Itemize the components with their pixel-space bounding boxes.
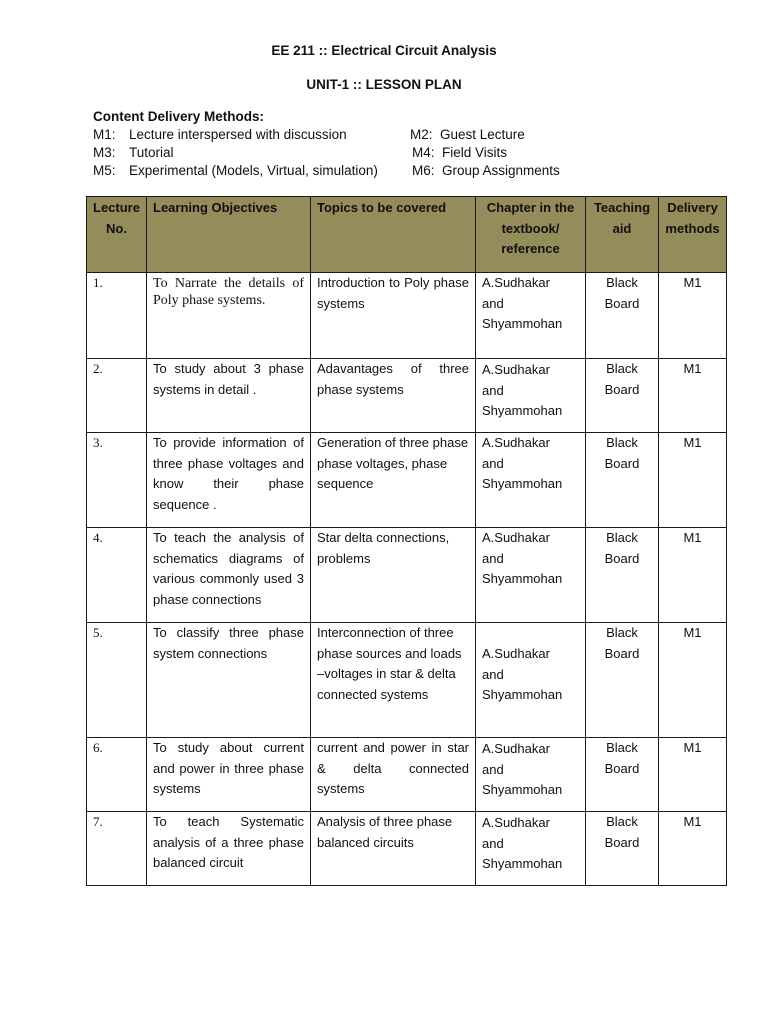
chapter-author: Shyammohan (482, 687, 563, 702)
lecture-number: 3. (87, 433, 147, 528)
chapter-reference (476, 738, 586, 812)
chapter-reference (476, 273, 586, 359)
method-label: Tutorial (129, 145, 174, 160)
delivery-method: M1 (659, 359, 727, 433)
method-code: M5: (93, 163, 116, 178)
method-label: Lecture interspersed with discussion (129, 127, 347, 142)
method-code: M2: (410, 127, 433, 142)
chapter-author: A.Sudhakar (482, 275, 550, 290)
chapter-author: Shyammohan (482, 403, 563, 418)
lecture-number: 7. (87, 812, 147, 886)
chapter-reference (476, 433, 586, 528)
delivery-method: M1 (659, 623, 727, 738)
lecture-number: 6. (87, 738, 147, 812)
chapter-reference (476, 623, 586, 738)
chapter-author: A.Sudhakar (482, 741, 550, 756)
header-teaching-aid: Teaching aid (586, 197, 659, 273)
chapter-conjunction: and (482, 550, 504, 566)
chapter-author: Shyammohan (482, 782, 563, 797)
lecture-number: 4. (87, 528, 147, 623)
table-row (87, 433, 727, 528)
method-code: M3: (93, 145, 116, 160)
lesson-plan-table (86, 196, 727, 886)
chapter-author: Shyammohan (482, 571, 563, 586)
lecture-number: 5. (87, 623, 147, 738)
learning-objective: To study about 3 phase systems in detail . (147, 359, 311, 433)
table-header-row (87, 197, 727, 273)
chapter-reference (476, 812, 586, 886)
method-label: Experimental (Models, Virtual, simulation) (129, 163, 378, 178)
method-m3 (93, 145, 174, 160)
table-row (87, 528, 727, 623)
method-m2 (410, 127, 525, 142)
delivery-method: M1 (659, 738, 727, 812)
topic: current and power in star & delta connected systems (311, 738, 476, 812)
table-row (87, 623, 727, 738)
method-code: M1: (93, 127, 116, 142)
teaching-aid: Black Board (586, 273, 659, 359)
topic: Introduction to Poly phase systems (311, 273, 476, 359)
method-code: M6: (412, 163, 435, 178)
chapter-conjunction: and (482, 455, 504, 471)
chapter-author: A.Sudhakar (482, 815, 550, 830)
chapter-conjunction: and (482, 666, 504, 682)
method-m1 (93, 127, 347, 142)
chapter-conjunction: and (482, 295, 504, 311)
teaching-aid: Black Board (586, 738, 659, 812)
topic: Star delta connections, problems (311, 528, 476, 623)
topic: Adavantages of three phase systems (311, 359, 476, 433)
delivery-method: M1 (659, 812, 727, 886)
table-row (87, 359, 727, 433)
table-row (87, 273, 727, 359)
chapter-author: Shyammohan (482, 476, 563, 491)
teaching-aid: Black Board (586, 359, 659, 433)
document-subtitle: UNIT-1 :: LESSON PLAN (306, 77, 462, 92)
learning-objective: To provide information of three phase voltages and know their phase sequence . (147, 433, 311, 528)
method-m6 (412, 163, 560, 178)
teaching-aid: Black Board (586, 623, 659, 738)
chapter-conjunction: and (482, 761, 504, 777)
learning-objective: To study about current and power in three phase systems (147, 738, 311, 812)
chapter-author: A.Sudhakar (482, 646, 550, 661)
delivery-method: M1 (659, 273, 727, 359)
header-delivery-methods: Delivery methods (659, 197, 727, 273)
header-lecture-no: Lecture No. (87, 197, 147, 273)
chapter-conjunction: and (482, 382, 504, 398)
table-row (87, 812, 727, 886)
teaching-aid: Black Board (586, 812, 659, 886)
learning-objective: To teach Systematic analysis of a three phase balanced circuit (147, 812, 311, 886)
learning-objective: To teach the analysis of schematics diagrams of various commonly used 3 phase connections (147, 528, 311, 623)
chapter-conjunction: and (482, 835, 504, 851)
topic: Analysis of three phase balanced circuits (311, 812, 476, 886)
delivery-method: M1 (659, 433, 727, 528)
topic: Interconnection of three phase sources and loads –voltages in star & delta connected systems (311, 623, 476, 738)
method-m4 (412, 145, 507, 160)
topic: Generation of three phase phase voltages, phase sequence (311, 433, 476, 528)
header-chapter: Chapter in the textbook/ reference (476, 197, 586, 273)
document-title: EE 211 :: Electrical Circuit Analysis (271, 43, 497, 58)
delivery-methods-heading: Content Delivery Methods: (93, 109, 265, 124)
learning-objective: To classify three phase system connections (147, 623, 311, 738)
chapter-author: A.Sudhakar (482, 435, 550, 450)
chapter-reference (476, 359, 586, 433)
teaching-aid: Black Board (586, 528, 659, 623)
table-row (87, 738, 727, 812)
teaching-aid: Black Board (586, 433, 659, 528)
method-m5 (93, 163, 378, 178)
delivery-method: M1 (659, 528, 727, 623)
header-learning-objectives: Learning Objectives (147, 197, 311, 273)
lecture-number: 2. (87, 359, 147, 433)
chapter-reference (476, 528, 586, 623)
learning-objective: To Narrate the details of Poly phase systems. (147, 273, 311, 359)
header-topics: Topics to be covered (311, 197, 476, 273)
method-label: Field Visits (442, 145, 508, 160)
lecture-number: 1. (87, 273, 147, 359)
chapter-author: Shyammohan (482, 316, 563, 331)
method-label: Group Assignments (442, 163, 560, 178)
method-code: M4: (412, 145, 435, 160)
chapter-author: A.Sudhakar (482, 362, 550, 377)
chapter-author: Shyammohan (482, 856, 563, 871)
method-label: Guest Lecture (440, 127, 525, 142)
chapter-author: A.Sudhakar (482, 530, 550, 545)
